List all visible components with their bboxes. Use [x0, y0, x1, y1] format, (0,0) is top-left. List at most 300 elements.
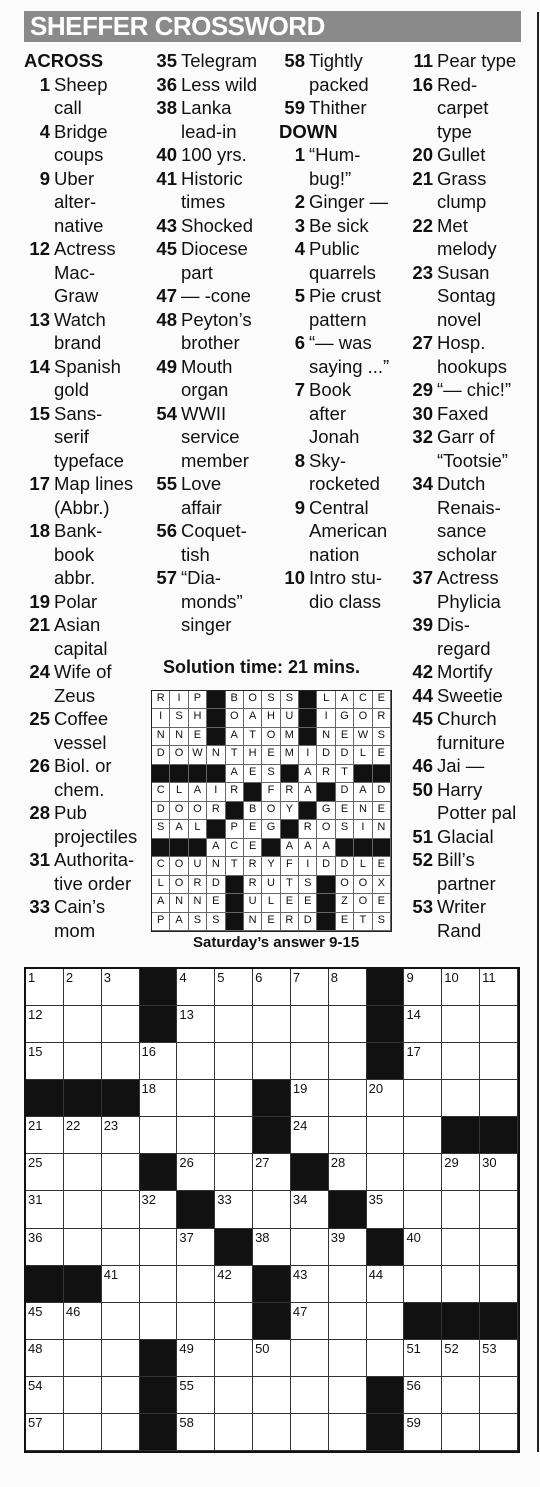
clue-number: 22: [412, 214, 433, 236]
clue-number: 45: [412, 708, 433, 729]
grid-cell[interactable]: [140, 1117, 178, 1154]
grid-cell[interactable]: [367, 1303, 405, 1340]
grid-cell[interactable]: [404, 1043, 442, 1080]
clue-number: 30: [412, 402, 433, 424]
clue-text: Watch brand: [54, 308, 106, 353]
solution-letter: L: [262, 894, 280, 912]
grid-cell[interactable]: [177, 1414, 215, 1451]
black-square: [26, 1266, 64, 1303]
black-square: [480, 1117, 518, 1154]
grid-cell[interactable]: [329, 969, 367, 1006]
clue-text: Garr of “Tootsie”: [437, 426, 508, 471]
grid-cell[interactable]: [215, 1191, 253, 1228]
clue-text: “Hum- bug!”: [309, 144, 361, 189]
black-square: [140, 969, 178, 1006]
clue-text: WWII service member: [181, 402, 249, 471]
solution-time: Solution time: 21 mins.: [163, 657, 361, 677]
grid-cell[interactable]: [140, 1266, 178, 1303]
grid-cell[interactable]: [442, 1191, 480, 1228]
grid-cell[interactable]: [442, 1043, 480, 1080]
grid-cell[interactable]: [177, 1303, 215, 1340]
grid-cell[interactable]: [253, 1043, 291, 1080]
black-square: [367, 1043, 405, 1080]
grid-cell[interactable]: [215, 1266, 253, 1303]
clue-number: 23: [412, 261, 433, 283]
grid-cell[interactable]: [404, 1340, 442, 1377]
grid-cell[interactable]: [367, 1191, 405, 1228]
clue-text: 100 yrs.: [181, 144, 247, 165]
grid-cell[interactable]: [329, 1340, 367, 1377]
grid-cell[interactable]: [64, 1154, 102, 1191]
grid-cell[interactable]: [215, 1303, 253, 1340]
solution-letter: R: [317, 765, 335, 783]
grid-cell[interactable]: [329, 1377, 367, 1414]
grid-cell[interactable]: [480, 1340, 518, 1377]
solution-letter: A: [170, 913, 188, 931]
clue-number: 54: [156, 402, 177, 424]
solution-letter: M: [281, 728, 299, 746]
grid-cell[interactable]: [404, 1080, 442, 1117]
grid-cell[interactable]: [215, 1117, 253, 1154]
clue-text: Actress Phylicia: [437, 567, 501, 612]
grid-cell[interactable]: [177, 1080, 215, 1117]
grid-cell[interactable]: [26, 1043, 64, 1080]
black-square: [367, 1377, 405, 1414]
solution-letter: U: [189, 857, 207, 875]
grid-cell[interactable]: [480, 1080, 518, 1117]
grid-cell[interactable]: [26, 1303, 64, 1340]
solution-letter: D: [317, 857, 335, 875]
grid-cell[interactable]: [404, 1154, 442, 1191]
grid-cell[interactable]: [404, 1117, 442, 1154]
across-clue: [151, 284, 279, 308]
grid-cell[interactable]: [480, 1266, 518, 1303]
solution-letter: P: [152, 913, 170, 931]
across-clue: [151, 73, 279, 97]
clue-text: Coffee vessel: [54, 708, 109, 753]
grid-cell[interactable]: [329, 1229, 367, 1266]
grid-cell[interactable]: [215, 1080, 253, 1117]
solution-black-square: [152, 765, 170, 783]
across-clue: [24, 707, 149, 754]
solution-letter: E: [336, 913, 354, 931]
grid-cell[interactable]: [140, 1080, 178, 1117]
grid-cell[interactable]: [64, 969, 102, 1006]
clue-text: Love affair: [181, 473, 222, 518]
grid-cell[interactable]: [177, 1006, 215, 1043]
clue-number: 59: [284, 97, 305, 118]
clue-text: Spanish gold: [54, 355, 121, 400]
down-clue: [407, 684, 535, 708]
cell-number: 33: [217, 1192, 232, 1208]
solution-letter: R: [226, 783, 244, 801]
grid-cell[interactable]: [442, 1377, 480, 1414]
grid-cell[interactable]: [64, 1043, 102, 1080]
clue-number: 44: [412, 684, 433, 706]
grid-cell[interactable]: [442, 1154, 480, 1191]
grid-cell[interactable]: [177, 1266, 215, 1303]
clue-number: 52: [412, 849, 433, 870]
cell-number: 19: [292, 1081, 308, 1097]
solution-letter: L: [152, 876, 170, 894]
grid-cell[interactable]: [64, 1117, 102, 1154]
solution-letter: O: [317, 820, 335, 838]
cell-number: 40: [406, 1229, 421, 1245]
grid-cell[interactable]: [404, 1414, 442, 1451]
down-clue: [279, 237, 407, 284]
solution-black-square: [226, 913, 244, 931]
solution-letter: O: [170, 876, 188, 894]
grid-cell[interactable]: [291, 1266, 329, 1303]
grid-cell[interactable]: [329, 1303, 367, 1340]
grid-cell[interactable]: [64, 1377, 102, 1414]
grid-cell[interactable]: [253, 969, 291, 1006]
grid-cell[interactable]: [329, 1080, 367, 1117]
black-square: [329, 1191, 367, 1228]
clues-column-3: [279, 49, 407, 613]
grid-cell[interactable]: [102, 1414, 140, 1451]
grid-cell[interactable]: [367, 1340, 405, 1377]
solution-letter: O: [189, 802, 207, 820]
down-clue: [279, 190, 407, 214]
black-square: [253, 1266, 291, 1303]
grid-cell[interactable]: [253, 1229, 291, 1266]
grid-cell[interactable]: [102, 1191, 140, 1228]
cell-number: 24: [292, 1118, 308, 1134]
clue-text: Pear type: [437, 50, 517, 71]
clue-number: 1: [39, 73, 50, 95]
solution-letter: B: [226, 691, 244, 709]
clue-number: 11: [413, 50, 433, 71]
clue-number: 36: [156, 73, 177, 95]
grid-cell[interactable]: [329, 1154, 367, 1191]
solution-letter: C: [152, 783, 170, 801]
grid-cell[interactable]: [102, 1229, 140, 1266]
black-square: [140, 1377, 178, 1414]
solution-letter: S: [373, 728, 391, 746]
clue-number: 35: [156, 50, 177, 71]
solution-letter: E: [207, 894, 225, 912]
solution-letter: B: [244, 802, 262, 820]
solution-letter: O: [170, 746, 188, 764]
black-square: [140, 1340, 178, 1377]
across-clue: [151, 472, 279, 519]
grid-cell[interactable]: [404, 1229, 442, 1266]
grid-cell[interactable]: [480, 1006, 518, 1043]
cell-number: 17: [406, 1044, 421, 1060]
grid-cell[interactable]: [329, 1266, 367, 1303]
grid-cell[interactable]: [26, 1006, 64, 1043]
across-clue: [24, 355, 149, 402]
grid-cell[interactable]: [177, 1117, 215, 1154]
cell-number: 42: [217, 1266, 232, 1282]
across-clue: [151, 49, 279, 73]
grid-cell[interactable]: [442, 1006, 480, 1043]
grid-cell[interactable]: [215, 1377, 253, 1414]
grid-cell[interactable]: [404, 969, 442, 1006]
cell-number: 49: [179, 1340, 194, 1356]
solution-letter: E: [244, 839, 262, 857]
clue-number: 6: [294, 332, 305, 353]
solution-letter: P: [189, 691, 207, 709]
grid-cell[interactable]: [26, 1229, 64, 1266]
grid-cell[interactable]: [177, 1340, 215, 1377]
grid-cell[interactable]: [442, 1340, 480, 1377]
down-clue: [407, 472, 535, 566]
grid-cell[interactable]: [64, 1414, 102, 1451]
grid-cell[interactable]: [177, 969, 215, 1006]
clue-text: Mouth organ: [181, 355, 233, 400]
grid-cell[interactable]: [26, 1117, 64, 1154]
solution-letter: O: [336, 876, 354, 894]
solution-black-square: [373, 765, 391, 783]
down-clue: [407, 214, 535, 261]
grid-cell[interactable]: [102, 1154, 140, 1191]
grid-cell[interactable]: [215, 1006, 253, 1043]
cell-number: 9: [406, 970, 414, 985]
solution-letter: E: [336, 802, 354, 820]
clue-number: 9: [294, 496, 305, 518]
black-square: [367, 1006, 405, 1043]
solution-letter: S: [262, 691, 280, 709]
clue-text: Sheep call: [54, 73, 108, 118]
solution-letter: A: [336, 691, 354, 709]
grid-cell[interactable]: [215, 1414, 253, 1451]
grid-cell[interactable]: [26, 1340, 64, 1377]
grid-cell[interactable]: [64, 1303, 102, 1340]
grid-cell[interactable]: [291, 1414, 329, 1451]
grid-cell[interactable]: [64, 1340, 102, 1377]
solution-letter: T: [281, 876, 299, 894]
grid-cell[interactable]: [64, 1191, 102, 1228]
grid-cell[interactable]: [177, 1377, 215, 1414]
clue-number: 5: [294, 285, 305, 306]
solution-letter: E: [373, 691, 391, 709]
grid-cell[interactable]: [253, 1377, 291, 1414]
solution-letter: E: [373, 802, 391, 820]
grid-cell[interactable]: [102, 1043, 140, 1080]
grid-cell[interactable]: [329, 1414, 367, 1451]
clue-text: Gullet: [437, 144, 486, 165]
cell-number: 11: [482, 970, 496, 985]
grid-cell[interactable]: [329, 1043, 367, 1080]
down-clue: [407, 425, 535, 472]
grid-cell[interactable]: [291, 1191, 329, 1228]
clue-number: 40: [156, 144, 177, 165]
grid-cell[interactable]: [215, 1340, 253, 1377]
solution-letter: I: [299, 857, 317, 875]
grid-cell[interactable]: [329, 1117, 367, 1154]
solution-letter: H: [262, 709, 280, 727]
solution-black-square: [281, 820, 299, 838]
grid-cell[interactable]: [140, 1191, 178, 1228]
grid-cell[interactable]: [291, 1080, 329, 1117]
clue-text: Authorita- tive order: [54, 849, 135, 894]
grid-cell[interactable]: [64, 1229, 102, 1266]
grid-cell[interactable]: [26, 1191, 64, 1228]
grid-cell[interactable]: [215, 1043, 253, 1080]
solution-letter: Z: [336, 894, 354, 912]
solution-letter: G: [336, 709, 354, 727]
grid-cell[interactable]: [140, 1043, 178, 1080]
cell-number: 6: [255, 970, 263, 985]
solution-letter: D: [299, 913, 317, 931]
grid-cell[interactable]: [253, 1414, 291, 1451]
grid-cell[interactable]: [102, 1266, 140, 1303]
solution-black-square: [170, 765, 188, 783]
black-square: [64, 1080, 102, 1117]
clue-text: Church furniture: [437, 708, 505, 753]
solution-letter: O: [244, 691, 262, 709]
grid-cell[interactable]: [215, 1154, 253, 1191]
grid-cell[interactable]: [367, 1117, 405, 1154]
grid-cell[interactable]: [102, 1377, 140, 1414]
solution-black-square: [317, 783, 335, 801]
down-clue: [279, 143, 407, 190]
cell-number: 8: [330, 970, 338, 985]
solution-letter: N: [244, 913, 262, 931]
solution-letter: R: [189, 876, 207, 894]
solution-letter: E: [281, 894, 299, 912]
down-clue: [407, 778, 535, 825]
title-bar: [24, 11, 521, 42]
grid-cell[interactable]: [291, 1303, 329, 1340]
grid-cell[interactable]: [253, 1006, 291, 1043]
clue-text: Dis- regard: [437, 614, 491, 659]
solution-letter: L: [189, 820, 207, 838]
grid-cell[interactable]: [442, 1266, 480, 1303]
clue-number: 50: [412, 778, 433, 800]
grid-cell[interactable]: [253, 1154, 291, 1191]
grid-cell[interactable]: [480, 1414, 518, 1451]
clue-text: Be sick: [309, 214, 369, 236]
grid-cell[interactable]: [177, 1154, 215, 1191]
solution-letter: E: [299, 894, 317, 912]
grid-cell[interactable]: [442, 1229, 480, 1266]
down-clue: [407, 895, 535, 942]
grid-cell[interactable]: [140, 1229, 178, 1266]
clue-number: 21: [29, 614, 50, 635]
solution-letter: W: [189, 746, 207, 764]
grid-cell[interactable]: [291, 1340, 329, 1377]
grid-cell[interactable]: [102, 1006, 140, 1043]
clue-text: Glacial: [437, 825, 494, 847]
clue-number: 51: [412, 825, 433, 847]
cell-number: 53: [482, 1340, 497, 1356]
grid-cell[interactable]: [480, 1043, 518, 1080]
grid-cell[interactable]: [102, 1303, 140, 1340]
cell-number: 27: [255, 1155, 270, 1171]
grid-cell[interactable]: [291, 1117, 329, 1154]
grid-cell[interactable]: [102, 1340, 140, 1377]
clue-text: Lanka lead-in: [181, 97, 237, 142]
grid-cell[interactable]: [480, 969, 518, 1006]
solution-letter: H: [244, 746, 262, 764]
solution-letter: A: [354, 783, 372, 801]
cell-number: 7: [292, 970, 301, 985]
clue-text: Tightly packed: [309, 50, 369, 95]
grid-cell[interactable]: [215, 969, 253, 1006]
grid-cell[interactable]: [404, 1266, 442, 1303]
grid-cell[interactable]: [140, 1303, 178, 1340]
black-square: [26, 1080, 64, 1117]
clue-number: 18: [29, 520, 50, 541]
across-clue: [24, 472, 149, 519]
solution-letter: A: [317, 839, 335, 857]
black-square: [253, 1303, 291, 1340]
grid-cell[interactable]: [367, 1154, 405, 1191]
down-clue: [407, 754, 535, 778]
grid-cell[interactable]: [404, 1191, 442, 1228]
solution-letter: D: [317, 746, 335, 764]
grid-cell[interactable]: [480, 1377, 518, 1414]
grid-cell[interactable]: [291, 1006, 329, 1043]
solution-letter: C: [226, 839, 244, 857]
grid-cell[interactable]: [26, 1414, 64, 1451]
black-square: [480, 1303, 518, 1340]
grid-cell[interactable]: [177, 1043, 215, 1080]
grid-cell[interactable]: [367, 1080, 405, 1117]
clue-text: Cain’s mom: [54, 896, 106, 941]
grid-cell[interactable]: [291, 969, 329, 1006]
clue-text: Asian capital: [54, 614, 108, 659]
solution-letter: L: [354, 746, 372, 764]
grid-cell[interactable]: [404, 1006, 442, 1043]
grid-cell[interactable]: [442, 1414, 480, 1451]
solution-black-square: [317, 894, 335, 912]
grid-cell[interactable]: [64, 1006, 102, 1043]
grid-cell[interactable]: [253, 1191, 291, 1228]
grid-cell[interactable]: [329, 1006, 367, 1043]
solution-letter: O: [262, 802, 280, 820]
grid-cell[interactable]: [291, 1229, 329, 1266]
across-clue: [151, 96, 279, 143]
grid-cell[interactable]: [102, 969, 140, 1006]
solution-black-square: [262, 839, 280, 857]
cell-number: 51: [406, 1340, 421, 1356]
grid-cell[interactable]: [26, 1154, 64, 1191]
clue-number: 24: [29, 661, 50, 682]
clue-number: 33: [29, 896, 50, 917]
clue-number: 17: [29, 473, 50, 494]
grid-cell[interactable]: [480, 1154, 518, 1191]
solution-letter: G: [317, 802, 335, 820]
grid-cell[interactable]: [442, 969, 480, 1006]
clue-number: 26: [29, 755, 50, 776]
solution-letter: G: [262, 820, 280, 838]
grid-cell[interactable]: [26, 1377, 64, 1414]
grid-cell[interactable]: [404, 1377, 442, 1414]
grid-cell[interactable]: [480, 1191, 518, 1228]
grid-cell[interactable]: [102, 1117, 140, 1154]
solution-letter: D: [373, 783, 391, 801]
grid-cell[interactable]: [26, 969, 64, 1006]
grid-cell[interactable]: [367, 1266, 405, 1303]
grid-cell[interactable]: [177, 1229, 215, 1266]
solution-letter: U: [262, 876, 280, 894]
solution-letter: R: [207, 802, 225, 820]
down-clue: [279, 496, 407, 567]
solution-letter: A: [226, 728, 244, 746]
solution-letter: D: [207, 876, 225, 894]
grid-cell[interactable]: [442, 1080, 480, 1117]
grid-cell[interactable]: [480, 1229, 518, 1266]
grid-cell[interactable]: [291, 1043, 329, 1080]
grid-cell[interactable]: [253, 1340, 291, 1377]
grid-cell[interactable]: [291, 1377, 329, 1414]
solution-letter: I: [207, 783, 225, 801]
cell-number: 59: [406, 1414, 421, 1430]
